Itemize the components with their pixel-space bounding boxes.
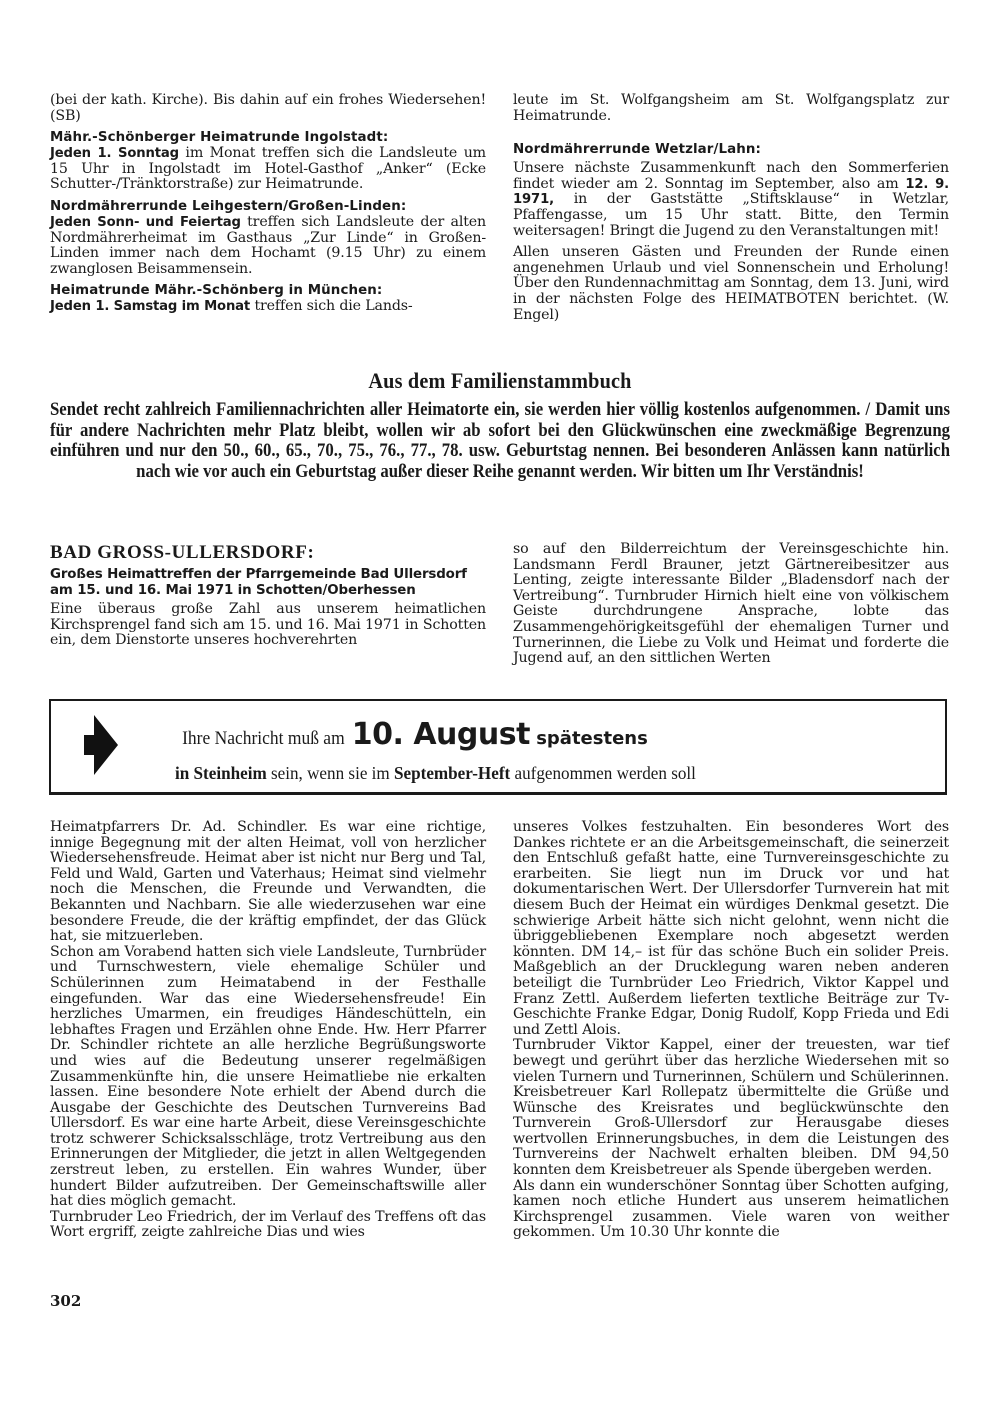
top-right-column: [513, 93, 949, 323]
leihgestern-lead: Jeden Sonn- und Feiertag: [50, 214, 241, 230]
deadline-mid-text: sein, wenn sie im: [266, 763, 395, 783]
article-paragraph: unseres Volkes festzuhalten. Ein besonderes Wort des Dankes richtete er an die Arbeitsgemeinschaft, die seinerzeit den Entschluß gefaßt hatte, eine Turnvereinsgeschichte zu erarbeiten. Sie liegt nun im Druck vor und hat dokumentarischen Wert. Der Ullersdorfer Turnverein hat mit diesem Buch der Heimat ein würdiges Denkmal gesetzt. Die schwierige Arbeit hätte sich nicht gelohnt, wenn nicht die übriggebliebenen Exemplare noch abgesetzt werden könnten. DM 14,– ist für das schöne Buch ein solider Preis. Maßgeblich an der Drucklegung waren neben anderen beteiligt die Turnbrüder Leo Friedrich, Viktor Kappel und Franz Zettl. Außerdem lieferten textliche Beiträge zur Tv-Geschichte Franke Edgar, Donig Rudolf, Kopp Frieda und Edi und Zettl Alois.: [513, 819, 949, 1038]
leihgestern-paragraph: [50, 215, 486, 277]
muenchen-heading: Heimatrunde Mähr.-Schönberg in München:: [50, 283, 383, 299]
wetzlar-paragraph: [513, 161, 949, 239]
page-number: 302: [50, 1292, 82, 1310]
family-section: [50, 368, 950, 482]
leihgestern-text: treffen sich Landsleute der alten Nordmährerheimat im Gasthaus „Zur Linde“ in Großen-Linden immer nach dem Hochamt (9.15 Uhr) zu einem zwanglosen Beisammensein.: [50, 213, 486, 277]
arrow-right-icon: [84, 715, 118, 775]
deadline-date: 10. August: [351, 717, 530, 752]
deadline-line-1: [175, 717, 648, 752]
article-start-column: [50, 542, 486, 649]
article-paragraph: Heimatpfarrers Dr. Ad. Schindler. Es war eine richtige, innige Begegnung mit der alten Heimat, voll von herzlicher Wiedersehensfreude. Heimat aber ist nicht nur Berg und Tal, Feld und Wald, Garten und Vaterhaus; Heimat sind vielmehr noch die Menschen, die Freunde und Verwandten, die Bekannten und Nachbarn. Sie alle wiederzusehen war eine besondere Freude, die der kräftig empfindet, der das Glück hat, sie mitzuerleben.: [50, 819, 486, 945]
deadline-after: spätestens: [529, 728, 648, 749]
family-section-body: Sendet recht zahlreich Familiennachrichten aller Heimatorte ein, sie werden hier völlig kostenlos aufgenommen. / Damit uns für andere Nachrichten mehr Platz bleibt, wollen wir ab sofort bei den Glückwünschen eine zweckmäßige Begrenzung einführen und nur den 50., 60., 65., 70., 75., 76., 77., 78. usw. Geburtstag nennen. Bei besonderen Anlässen kann natürlich nach wie vor auch ein Geburtstag außer dieser Reihe genannt werden. Wir bitten um Ihr Verständnis!: [50, 399, 950, 482]
ingolstadt-paragraph: [50, 146, 486, 193]
ingolstadt-heading: Mähr.-Schönberger Heimatrunde Ingolstadt:: [50, 130, 389, 146]
wetzlar-paragraph-2: Allen unseren Gästen und Freunden der Runde einen angenehmen Urlaub und viel Sonnenschein und Erholung! Über den Rundennachmittag am Sonntag, dem 13. Juni, wird in der nächsten Folge des HEIMATBOTEN berichtet. (W. Engel): [513, 244, 949, 323]
deadline-lead: Ihre Nachricht muß am: [182, 728, 345, 749]
article-subtitle: Großes Heimattreffen der Pfarrgemeinde Bad Ullersdorf am 15. und 16. Mai 1971 in Schotten/Oberhessen: [50, 567, 467, 598]
ingolstadt-text: im Monat treffen sich die Landsleute um 15 Uhr in Ingolstadt im Hotel-Gasthof „Anker“ (Ecke Schutter-/Tränktorstraße) zur Heimatrunde.: [50, 145, 486, 193]
muenchen-lead: Jeden 1. Samstag im Monat: [50, 299, 251, 315]
leihgestern-heading: Nordmährerrunde Leihgestern/Großen-Linden:: [50, 198, 407, 214]
top-left-column: [50, 93, 486, 315]
article-bottom-left-column: [50, 820, 486, 1241]
deadline-location: in Steinheim: [175, 763, 267, 783]
article-paragraph: Schon am Vorabend hatten sich viele Landsleute, Turnbrüder und Turnschwestern, viele ehemalige Schüler und Schülerinnen zum Heimatabend in der Festhalle eingefunden. War das eine Wiedersehensfreude! Ein herzliches Umarmen, ein freudiges Händeschütteln, ein lebhaftes Fragen und Erzählen ohne Ende. Hw. Herr Pfarrer Dr. Schindler richtete an alle herzliche Begrüßungsworte und wies auf die Bedeutung unserer regelmäßigen Zusammenkünfte hin, die unsere Heimatliebe nie erkalten lassen. Eine besondere Note erhielt der Abend durch die Ausgabe der Geschichte des Deutschen Turnvereins Bad Ullersdorf. Es war eine harte Arbeit, diese Vereinsgeschichte trotz schwerer Schicksalsschläge, trotz Vertreibung aus den Erinnerungen der Mitglieder, die jetzt in allen Weltgegenden zerstreut leben, zu erstellen. Ein wahres Wunder, über hundert Bilder aufzutreiben. Der Gemeinschaftswille aller hat dies möglich gemacht.: [50, 943, 486, 1210]
article-mid-left-text: Eine überaus große Zahl aus unserem heimatlichen Kirchsprengel fand sich am 15. und 16. Mai 1971 in Schotten ein, dem Dienstorte unseres hochverehrten: [50, 601, 486, 649]
article-bottom-right-column: [513, 820, 949, 1241]
deadline-end-text: aufgenommen werden soll: [510, 763, 696, 783]
deadline-issue: September-Heft: [394, 763, 511, 783]
article-paragraph: Turnbruder Leo Friedrich, der im Verlauf des Treffens oft das Wort ergriff, zeigte zahlreiche Dias und wies: [50, 1208, 486, 1241]
intro-paragraph: (bei der kath. Kirche). Bis dahin auf ein frohes Wiedersehen! (SB): [50, 92, 486, 124]
wetzlar-text-after: in der Gaststätte „Stiftsklause“ in Wetzlar, Pfaffengasse, um 15 Uhr statt. Bitte, den Termin weitersagen! Bringt die Jugend zu den Veranstaltungen mit!: [513, 191, 949, 239]
wetzlar-date: 12. 9. 1971,: [513, 176, 949, 208]
wetzlar-text-before: Unsere nächste Zusammenkunft nach den Sommerferien findet wieder am 2. Sonntag im September, also am: [513, 160, 949, 192]
wetzlar-heading: Nordmährerrunde Wetzlar/Lahn:: [513, 142, 761, 158]
muenchen-paragraph: [50, 299, 486, 315]
deadline-line-2: [175, 763, 696, 784]
muenchen-continuation: leute im St. Wolfgangsheim am St. Wolfgangsplatz zur Heimatrunde.: [513, 92, 949, 124]
article-mid-right-column: [513, 542, 949, 667]
article-paragraph: Als dann ein wunderschöner Sonntag über Schotten aufging, kamen noch etliche Hundert aus unserem heimatlichen Kirchsprengel zusammen. Viele waren von weither gekommen. Um 10.30 Uhr konnte die: [513, 1177, 949, 1241]
article-mid-right-text: so auf den Bilderreichtum der Vereinsgeschichte hin. Landsmann Ferdl Brauner, jetzt Gärtnereibesitzer aus Lenting, zeigte interessante Bilder „Bladensdorf nach der Vertreibung“. Turnbruder Hirnich hielt eine von völkischem Geiste durchdrungene Ansprache, lobte das Zusammengehörigkeitsgefühl der ehemaligen Turner und Turnerinnen, die Liebe zu Volk und Heimat und forderte die Jugend auf, an den sittlichen Werten: [513, 541, 949, 667]
ingolstadt-lead: Jeden 1. Sonntag: [50, 146, 179, 162]
article-title: BAD GROSS-ULLERSDORF:: [50, 542, 315, 563]
family-section-title: Aus dem Familienstammbuch: [368, 368, 632, 393]
article-paragraph: Turnbruder Viktor Kappel, einer der treuesten, war tief bewegt und gerührt über das herzliche Wiedersehen mit so vielen Turnern und Turnerinnen, Schülern und Schülerinnen. Kreisbetreuer Karl Rollepatz übermittelte die Grüße und Wünsche des Kreisrates und beglückwünschte den Turnverein Groß-Ullersdorf zur Herausgabe dieses wertvollen Erinnerungsbuches, in dem die Leistungen des Turnvereins der Nachwelt erhalten bleiben. DM 94,50 konnten dem Kreisbetreuer als Spende übergeben werden.: [513, 1037, 949, 1179]
deadline-notice-box: [49, 699, 947, 795]
muenchen-text: treffen sich die Lands-: [250, 298, 413, 315]
